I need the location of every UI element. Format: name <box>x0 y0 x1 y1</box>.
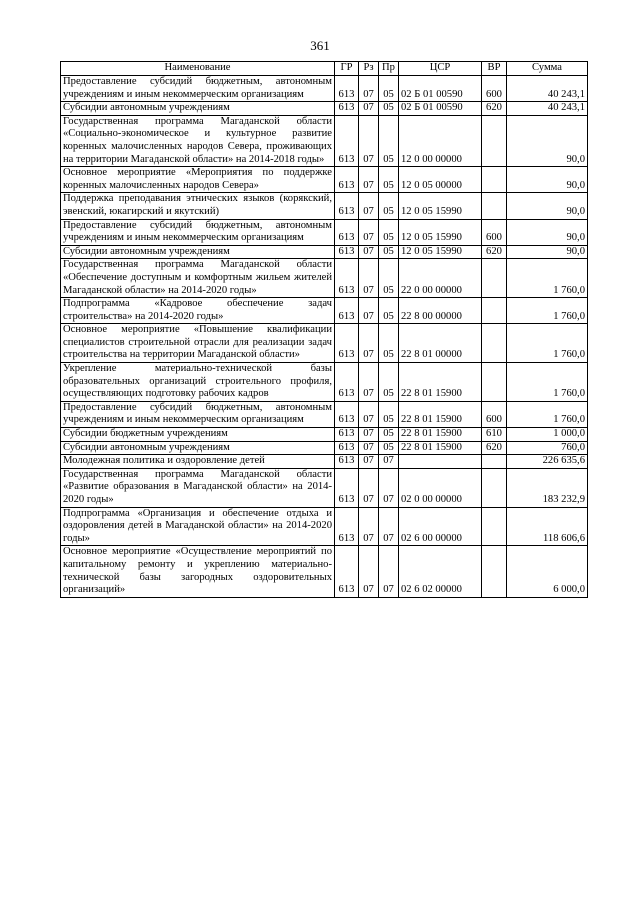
table-row <box>61 115 588 166</box>
column-header-sum: Сумма <box>507 62 588 76</box>
cell-name: Молодежная политика и оздоровление детей <box>61 455 335 469</box>
cell-gr: 613 <box>335 363 359 402</box>
cell-rz: 07 <box>359 115 379 166</box>
cell-pr: 05 <box>379 401 399 427</box>
cell-csr: 12 0 05 15990 <box>399 193 482 219</box>
cell-csr: 02 0 00 00000 <box>399 468 482 507</box>
table-row <box>61 324 588 363</box>
table-row <box>61 298 588 324</box>
cell-gr: 613 <box>335 468 359 507</box>
cell-vr <box>482 324 507 363</box>
column-header-gr: ГР <box>335 62 359 76</box>
cell-gr: 613 <box>335 324 359 363</box>
table-row <box>61 363 588 402</box>
cell-rz: 07 <box>359 455 379 469</box>
cell-csr: 22 8 01 15900 <box>399 363 482 402</box>
cell-gr: 613 <box>335 219 359 245</box>
cell-name: Субсидии автономным учреждениям <box>61 102 335 116</box>
cell-csr: 22 0 00 00000 <box>399 259 482 298</box>
page-number: 361 <box>310 38 330 53</box>
cell-vr: 620 <box>482 441 507 455</box>
cell-vr <box>482 115 507 166</box>
column-header-csr: ЦСР <box>399 62 482 76</box>
cell-vr: 620 <box>482 102 507 116</box>
cell-sum: 6 000,0 <box>507 546 588 597</box>
cell-rz: 07 <box>359 76 379 102</box>
column-header-name: Наименование <box>61 62 335 76</box>
cell-name: Государственная программа Магаданской области «Социально-экономическое и культурное развитие коренных малочисленных народов Севера, проживающих на территории Магаданской области» на 2014-2018 годы» <box>61 115 335 166</box>
cell-sum: 90,0 <box>507 245 588 259</box>
cell-pr: 05 <box>379 76 399 102</box>
cell-rz: 07 <box>359 245 379 259</box>
cell-name: Предоставление субсидий бюджетным, автономным учреждениям и иным некоммерческим организациям <box>61 76 335 102</box>
cell-sum: 1 760,0 <box>507 298 588 324</box>
column-header-pr: Пр <box>379 62 399 76</box>
cell-vr: 600 <box>482 219 507 245</box>
cell-gr: 613 <box>335 298 359 324</box>
table-row <box>61 102 588 116</box>
cell-csr: 02 6 00 00000 <box>399 507 482 546</box>
cell-pr: 05 <box>379 441 399 455</box>
table-row <box>61 546 588 597</box>
cell-rz: 07 <box>359 428 379 442</box>
cell-rz: 07 <box>359 259 379 298</box>
budget-table <box>60 61 588 598</box>
cell-csr: 22 8 00 00000 <box>399 298 482 324</box>
cell-csr: 12 0 00 00000 <box>399 115 482 166</box>
cell-sum: 1 760,0 <box>507 363 588 402</box>
table-row <box>61 193 588 219</box>
cell-pr: 05 <box>379 324 399 363</box>
cell-gr: 613 <box>335 76 359 102</box>
cell-vr <box>482 298 507 324</box>
cell-vr: 620 <box>482 245 507 259</box>
table-row <box>61 428 588 442</box>
cell-pr: 05 <box>379 245 399 259</box>
table-row <box>61 401 588 427</box>
cell-name: Предоставление субсидий бюджетным, автономным учреждениям и иным некоммерческим организациям <box>61 219 335 245</box>
cell-vr <box>482 259 507 298</box>
cell-gr: 613 <box>335 259 359 298</box>
cell-name: Государственная программа Магаданской области «Развитие образования в Магаданской области» на 2014-2020 годы» <box>61 468 335 507</box>
cell-pr: 05 <box>379 167 399 193</box>
cell-gr: 613 <box>335 193 359 219</box>
cell-name: Укрепление материально-технической базы образовательных организаций строительного профиля, осуществляющих подготовку рабочих кадров <box>61 363 335 402</box>
table-row <box>61 219 588 245</box>
cell-csr: 12 0 05 00000 <box>399 167 482 193</box>
cell-rz: 07 <box>359 546 379 597</box>
cell-sum: 90,0 <box>507 167 588 193</box>
cell-name: Подпрограмма «Организация и обеспечение отдыха и оздоровления детей в Магаданской области» на 2014-2020 годы» <box>61 507 335 546</box>
cell-csr: 22 8 01 15900 <box>399 428 482 442</box>
cell-rz: 07 <box>359 507 379 546</box>
cell-rz: 07 <box>359 324 379 363</box>
header-row <box>61 62 588 76</box>
cell-pr: 05 <box>379 428 399 442</box>
cell-vr <box>482 507 507 546</box>
cell-name: Предоставление субсидий бюджетным, автономным учреждениям и иным некоммерческим организациям <box>61 401 335 427</box>
cell-rz: 07 <box>359 401 379 427</box>
cell-pr: 05 <box>379 363 399 402</box>
cell-sum: 1 760,0 <box>507 401 588 427</box>
cell-sum: 40 243,1 <box>507 76 588 102</box>
cell-pr: 05 <box>379 115 399 166</box>
cell-sum: 90,0 <box>507 115 588 166</box>
column-header-rz: Рз <box>359 62 379 76</box>
cell-sum: 90,0 <box>507 219 588 245</box>
cell-pr: 05 <box>379 102 399 116</box>
cell-vr: 600 <box>482 401 507 427</box>
cell-rz: 07 <box>359 102 379 116</box>
cell-rz: 07 <box>359 167 379 193</box>
cell-name: Основное мероприятие «Мероприятия по поддержке коренных малочисленных народов Севера» <box>61 167 335 193</box>
cell-sum: 90,0 <box>507 193 588 219</box>
table-row <box>61 507 588 546</box>
cell-pr: 07 <box>379 468 399 507</box>
cell-gr: 613 <box>335 455 359 469</box>
cell-name: Подпрограмма «Кадровое обеспечение задач строительства» на 2014-2020 годы» <box>61 298 335 324</box>
table-body <box>61 76 588 598</box>
table-row <box>61 455 588 469</box>
table-row <box>61 76 588 102</box>
table-row <box>61 259 588 298</box>
cell-pr: 07 <box>379 546 399 597</box>
cell-vr <box>482 167 507 193</box>
cell-sum: 183 232,9 <box>507 468 588 507</box>
cell-gr: 613 <box>335 546 359 597</box>
cell-pr: 05 <box>379 193 399 219</box>
cell-sum: 226 635,6 <box>507 455 588 469</box>
cell-pr: 05 <box>379 259 399 298</box>
cell-csr: 02 Б 01 00590 <box>399 102 482 116</box>
cell-sum: 760,0 <box>507 441 588 455</box>
cell-vr <box>482 468 507 507</box>
cell-name: Поддержка преподавания этнических языков (корякский, эвенский, юкагирский и якутский) <box>61 193 335 219</box>
cell-csr: 22 8 01 15900 <box>399 441 482 455</box>
cell-gr: 613 <box>335 428 359 442</box>
table-row <box>61 167 588 193</box>
cell-vr: 610 <box>482 428 507 442</box>
cell-gr: 613 <box>335 167 359 193</box>
cell-csr <box>399 455 482 469</box>
cell-pr: 05 <box>379 219 399 245</box>
table-row <box>61 441 588 455</box>
table-header <box>61 62 588 76</box>
cell-csr: 12 0 05 15990 <box>399 245 482 259</box>
cell-sum: 1 000,0 <box>507 428 588 442</box>
cell-pr: 07 <box>379 507 399 546</box>
cell-name: Субсидии автономным учреждениям <box>61 245 335 259</box>
cell-rz: 07 <box>359 298 379 324</box>
cell-csr: 22 8 01 00000 <box>399 324 482 363</box>
cell-csr: 12 0 05 15990 <box>399 219 482 245</box>
cell-pr: 07 <box>379 455 399 469</box>
cell-name: Субсидии автономным учреждениям <box>61 441 335 455</box>
cell-gr: 613 <box>335 507 359 546</box>
cell-name: Основное мероприятие «Осуществление мероприятий по капитальному ремонту и укреплению материально-технической базы загородных оздоровительных организаций» <box>61 546 335 597</box>
cell-csr: 02 6 02 00000 <box>399 546 482 597</box>
cell-rz: 07 <box>359 193 379 219</box>
cell-sum: 1 760,0 <box>507 259 588 298</box>
cell-sum: 118 606,6 <box>507 507 588 546</box>
cell-pr: 05 <box>379 298 399 324</box>
cell-name: Субсидии бюджетным учреждениям <box>61 428 335 442</box>
cell-rz: 07 <box>359 363 379 402</box>
cell-vr <box>482 193 507 219</box>
cell-gr: 613 <box>335 115 359 166</box>
cell-rz: 07 <box>359 219 379 245</box>
column-header-vr: ВР <box>482 62 507 76</box>
cell-vr <box>482 455 507 469</box>
cell-sum: 40 243,1 <box>507 102 588 116</box>
cell-csr: 22 8 01 15900 <box>399 401 482 427</box>
cell-csr: 02 Б 01 00590 <box>399 76 482 102</box>
cell-rz: 07 <box>359 441 379 455</box>
table-row <box>61 245 588 259</box>
cell-rz: 07 <box>359 468 379 507</box>
table-row <box>61 468 588 507</box>
cell-gr: 613 <box>335 441 359 455</box>
cell-gr: 613 <box>335 102 359 116</box>
cell-gr: 613 <box>335 245 359 259</box>
cell-name: Основное мероприятие «Повышение квалификации специалистов строительной отрасли для реализации задач строительства на территории Магаданской области» <box>61 324 335 363</box>
cell-sum: 1 760,0 <box>507 324 588 363</box>
cell-name: Государственная программа Магаданской области «Обеспечение доступным и комфортным жильем жителей Магаданской области» на 2014-2020 годы» <box>61 259 335 298</box>
cell-gr: 613 <box>335 401 359 427</box>
cell-vr: 600 <box>482 76 507 102</box>
cell-vr <box>482 546 507 597</box>
cell-vr <box>482 363 507 402</box>
